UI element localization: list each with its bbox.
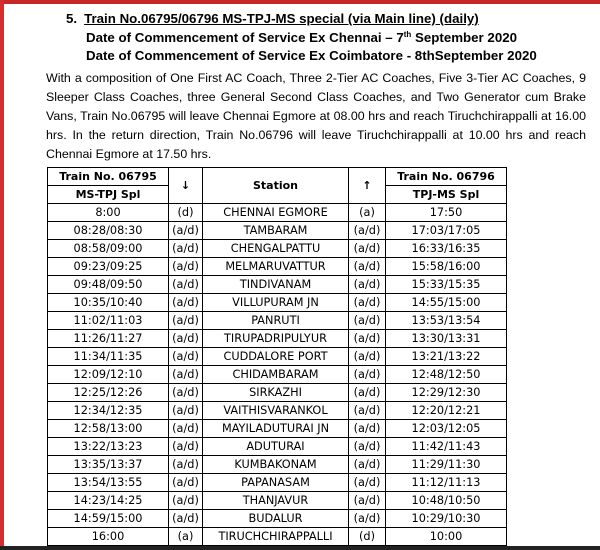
up-code-cell: (a/d) [349, 222, 386, 240]
down-time-cell: 08:28/08:30 [48, 222, 169, 240]
down-code-cell: (a/d) [169, 222, 203, 240]
up-time-cell: 11:29/11:30 [386, 456, 507, 474]
station-cell: ADUTURAI [203, 438, 349, 456]
up-code-cell: (a/d) [349, 438, 386, 456]
down-code-cell: (a/d) [169, 312, 203, 330]
down-time-cell: 13:22/13:23 [48, 438, 169, 456]
down-code-cell: (a/d) [169, 258, 203, 276]
down-time-cell: 12:25/12:26 [48, 384, 169, 402]
up-time-cell: 12:03/12:05 [386, 420, 507, 438]
down-code-cell: (a/d) [169, 456, 203, 474]
up-code-cell: (a/d) [349, 456, 386, 474]
table-row [48, 384, 507, 402]
up-time-cell: 10:00 [386, 528, 507, 546]
up-code-cell: (a/d) [349, 276, 386, 294]
commencement-chennai [86, 29, 517, 46]
down-code-cell: (a/d) [169, 420, 203, 438]
up-time-cell: 10:29/10:30 [386, 510, 507, 528]
up-time-cell: 12:29/12:30 [386, 384, 507, 402]
up-time-cell: 15:33/15:35 [386, 276, 507, 294]
timetable-body [48, 204, 507, 546]
down-code-cell: (a/d) [169, 402, 203, 420]
down-time-cell: 13:54/13:55 [48, 474, 169, 492]
station-cell: SIRKAZHI [203, 384, 349, 402]
down-code-cell: (a/d) [169, 348, 203, 366]
up-time-cell: 12:20/12:21 [386, 402, 507, 420]
section-number: 5. [66, 11, 78, 26]
up-code-cell: (a/d) [349, 384, 386, 402]
station-cell: TIRUPADRIPULYUR [203, 330, 349, 348]
down-time-cell: 14:23/14:25 [48, 492, 169, 510]
station-cell: TIRUCHCHIRAPPALLI [203, 528, 349, 546]
section-title: Train No.06795/06796 MS-TPJ-MS special (via Main line) (daily) [84, 11, 479, 26]
up-code-cell: (a/d) [349, 420, 386, 438]
top-accent-bar [0, 0, 600, 4]
up-code-cell: (a/d) [349, 258, 386, 276]
up-code-cell: (a/d) [349, 510, 386, 528]
table-row [48, 492, 507, 510]
header-down-train-name: MS-TPJ Spl [48, 186, 169, 204]
table-row [48, 276, 507, 294]
up-time-cell: 10:48/10:50 [386, 492, 507, 510]
down-code-cell: (a/d) [169, 438, 203, 456]
down-code-cell: (a/d) [169, 240, 203, 258]
table-row [48, 294, 507, 312]
station-cell: BUDALUR [203, 510, 349, 528]
up-arrow-icon: ↑ [349, 168, 386, 204]
station-cell: VAITHISVARANKOL [203, 402, 349, 420]
up-code-cell: (a) [349, 204, 386, 222]
up-code-cell: (a/d) [349, 330, 386, 348]
up-time-cell: 14:55/15:00 [386, 294, 507, 312]
station-cell: CHENGALPATTU [203, 240, 349, 258]
station-cell: THANJAVUR [203, 492, 349, 510]
table-row [48, 330, 507, 348]
up-time-cell: 13:21/13:22 [386, 348, 507, 366]
table-row [48, 420, 507, 438]
station-cell: CHIDAMBARAM [203, 366, 349, 384]
table-row [48, 204, 507, 222]
down-code-cell: (a/d) [169, 294, 203, 312]
up-time-cell: 17:50 [386, 204, 507, 222]
up-code-cell: (a/d) [349, 366, 386, 384]
header-up-train-name: TPJ-MS Spl [386, 186, 507, 204]
down-time-cell: 13:35/13:37 [48, 456, 169, 474]
down-time-cell: 11:02/11:03 [48, 312, 169, 330]
down-code-cell: (a/d) [169, 492, 203, 510]
up-time-cell: 11:42/11:43 [386, 438, 507, 456]
station-cell: KUMBAKONAM [203, 456, 349, 474]
station-cell: MELMARUVATTUR [203, 258, 349, 276]
header-station: Station [203, 168, 349, 204]
down-time-cell: 16:00 [48, 528, 169, 546]
down-time-cell: 10:35/10:40 [48, 294, 169, 312]
up-code-cell: (a/d) [349, 474, 386, 492]
down-code-cell: (a/d) [169, 384, 203, 402]
down-code-cell: (a/d) [169, 366, 203, 384]
down-time-cell: 11:26/11:27 [48, 330, 169, 348]
down-time-cell: 09:48/09:50 [48, 276, 169, 294]
down-code-cell: (a) [169, 528, 203, 546]
up-time-cell: 16:33/16:35 [386, 240, 507, 258]
up-code-cell: (a/d) [349, 348, 386, 366]
station-cell: MAYILADUTURAI JN [203, 420, 349, 438]
commencement-chennai-suffix: September 2020 [411, 30, 518, 45]
down-time-cell: 14:59/15:00 [48, 510, 169, 528]
station-cell: VILLUPURAM JN [203, 294, 349, 312]
left-accent-edge [0, 0, 4, 550]
header-down-train-number: Train No. 06795 [48, 168, 169, 186]
down-time-cell: 08:58/09:00 [48, 240, 169, 258]
up-code-cell: (a/d) [349, 402, 386, 420]
down-time-cell: 8:00 [48, 204, 169, 222]
table-row [48, 222, 507, 240]
up-code-cell: (a/d) [349, 240, 386, 258]
up-time-cell: 15:58/16:00 [386, 258, 507, 276]
table-row [48, 402, 507, 420]
down-time-cell: 12:58/13:00 [48, 420, 169, 438]
up-code-cell: (a/d) [349, 312, 386, 330]
up-time-cell: 13:30/13:31 [386, 330, 507, 348]
down-time-cell: 11:34/11:35 [48, 348, 169, 366]
station-cell: PAPANASAM [203, 474, 349, 492]
table-row [48, 240, 507, 258]
down-code-cell: (a/d) [169, 330, 203, 348]
station-cell: TAMBARAM [203, 222, 349, 240]
timetable [47, 167, 507, 546]
up-time-cell: 12:48/12:50 [386, 366, 507, 384]
down-time-cell: 12:09/12:10 [48, 366, 169, 384]
down-time-cell: 12:34/12:35 [48, 402, 169, 420]
down-arrow-icon: ↓ [169, 168, 203, 204]
up-time-cell: 13:53/13:54 [386, 312, 507, 330]
down-time-cell: 09:23/09:25 [48, 258, 169, 276]
table-row [48, 528, 507, 546]
station-cell: CUDDALORE PORT [203, 348, 349, 366]
table-row [48, 312, 507, 330]
up-time-cell: 11:12/11:13 [386, 474, 507, 492]
table-row [48, 348, 507, 366]
commencement-chennai-sup: th [403, 30, 412, 39]
station-cell: CHENNAI EGMORE [203, 204, 349, 222]
header-up-train-number: Train No. 06796 [386, 168, 507, 186]
down-code-cell: (a/d) [169, 276, 203, 294]
section-heading [66, 10, 479, 27]
station-cell: TINDIVANAM [203, 276, 349, 294]
up-time-cell: 17:03/17:05 [386, 222, 507, 240]
commencement-coimbatore: Date of Commencement of Service Ex Coimbatore - 8thSeptember 2020 [86, 48, 537, 63]
table-row [48, 456, 507, 474]
timetable-header-row-1 [48, 168, 507, 186]
table-row [48, 366, 507, 384]
down-code-cell: (a/d) [169, 510, 203, 528]
up-code-cell: (a/d) [349, 294, 386, 312]
station-cell: PANRUTI [203, 312, 349, 330]
down-code-cell: (d) [169, 204, 203, 222]
table-row [48, 510, 507, 528]
bottom-edge [0, 546, 600, 550]
table-row [48, 258, 507, 276]
up-code-cell: (d) [349, 528, 386, 546]
composition-paragraph: With a composition of One First AC Coach, Three 2-Tier AC Coaches, Five 3-Tier AC Coaches, 9 Sleeper Class Coaches, three General Second Class Coaches, and Two Generator cum Brake Vans, Train No.06795 will leave Chennai Egmore at 08.00 hrs and reach Tiruchchirappalli at 16.00 hrs. In the return direction, Train No.06796 will leave Tiruchchirappalli at 10.00 hrs and reach Chennai Egmore at 17.50 hrs. [46, 71, 586, 161]
down-code-cell: (a/d) [169, 474, 203, 492]
commencement-chennai-text: Date of Commencement of Service Ex Chennai – 7 [86, 30, 404, 45]
table-row [48, 474, 507, 492]
table-row [48, 438, 507, 456]
up-code-cell: (a/d) [349, 492, 386, 510]
